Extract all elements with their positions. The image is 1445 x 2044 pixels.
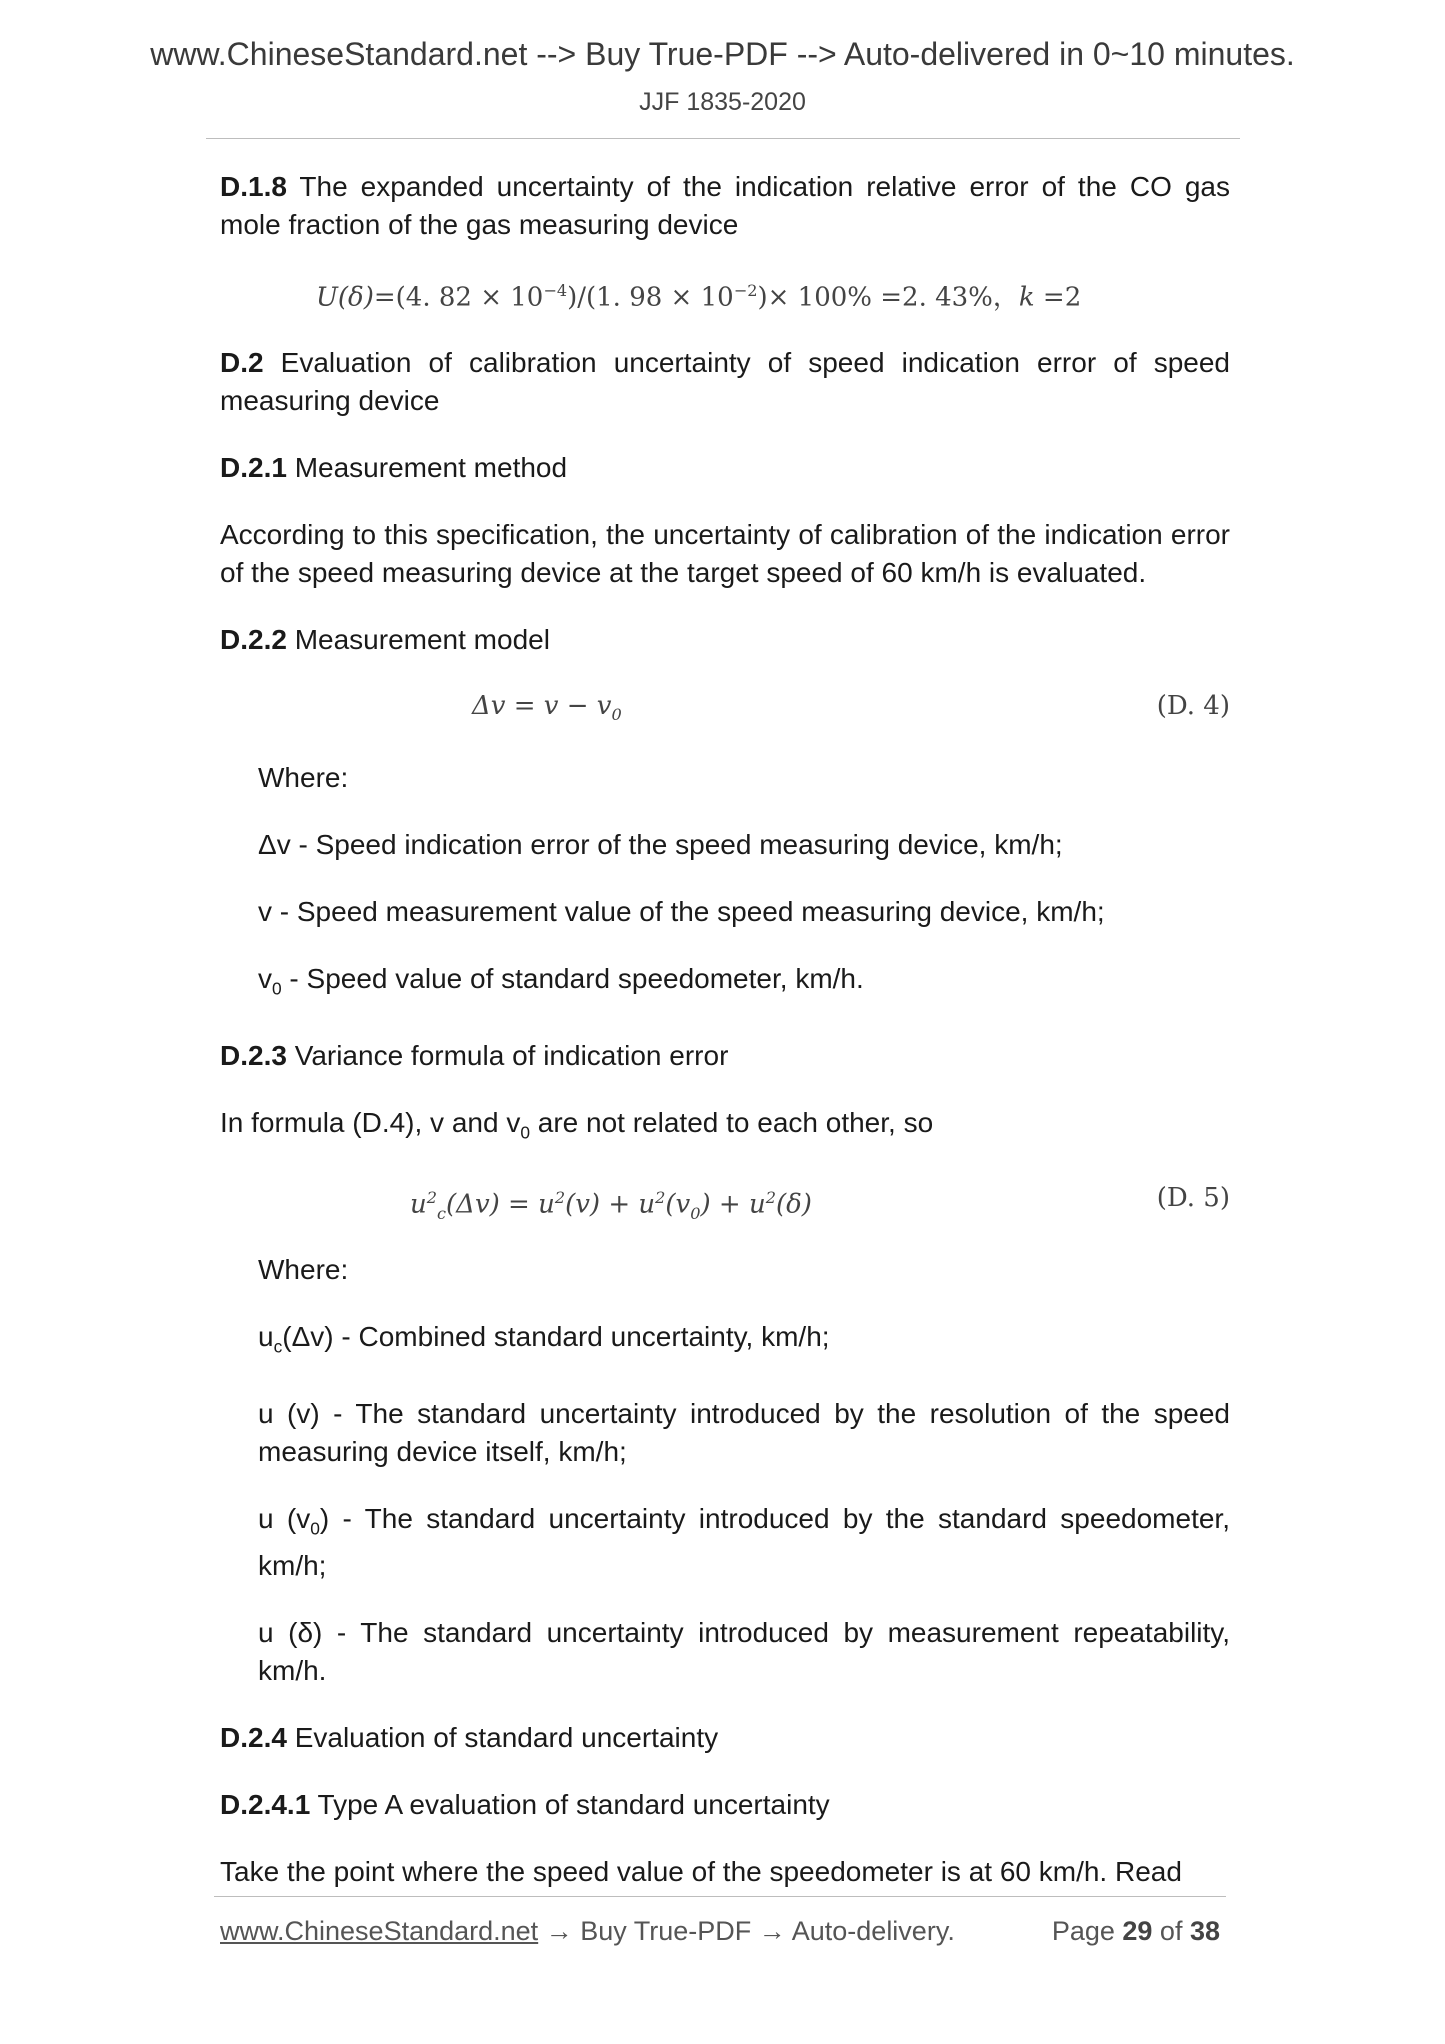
- section-d-2: [220, 344, 1230, 420]
- definition-u-delta: u (δ) - The standard uncertainty introduced by measurement repeatability, km/h.: [258, 1617, 1230, 1687]
- definition-uc: $u_c(\Delta v)$ - Combined standard uncertainty, km/h;: [258, 1321, 830, 1357]
- equation-number: (D. 4): [1156, 691, 1230, 721]
- section-d-1-8: [220, 168, 1230, 244]
- formula-expression: U(δ)=(4. $82 \times 10^{-4})/(1$. $98 \times 10^{-2})\times 100\% =2$. 43%，k =2: [316, 281, 1082, 313]
- where-label: Where:: [258, 762, 349, 793]
- section-d-2-4: [220, 1719, 1230, 1757]
- section-number: D.2.2: [220, 624, 287, 655]
- footer-site-link[interactable]: www.ChineseStandard.net: [220, 1916, 539, 1946]
- section-text: Type A evaluation of standard uncertainty: [310, 1789, 830, 1821]
- formula-expanded-uncertainty: [220, 264, 1230, 322]
- section-number: D.2.4.1: [220, 1789, 311, 1821]
- equation-number: (D. 5): [1156, 1183, 1230, 1214]
- formula-d4: [220, 679, 1230, 737]
- footer-tagline: → Buy True-PDF → Auto-delivery.: [538, 1916, 955, 1946]
- section-d-2-4-1: [220, 1786, 1230, 1824]
- section-d-2-2: [220, 621, 1230, 659]
- current-page: 29: [1122, 1916, 1153, 1946]
- footer-links: [220, 1916, 955, 1947]
- section-number: D.2.4: [220, 1722, 287, 1754]
- section-text: The expanded uncertainty of the indication relative error of the CO gas mole fraction of the gas measuring device: [220, 171, 1230, 240]
- paragraph-type-a: Take the point where the speed value of the speedometer is at 60 km/h. Read: [220, 1856, 1182, 1888]
- section-number: D.2.3: [220, 1039, 287, 1071]
- section-number: D.2.1: [220, 452, 287, 483]
- section-text: Measurement model: [286, 624, 550, 655]
- header-divider: [206, 138, 1240, 139]
- definition-uv: u (v) - The standard uncertainty introduced by the resolution of the speed measuring device itself, km/h;: [258, 1397, 1230, 1467]
- section-text: Measurement method: [286, 452, 568, 483]
- site-banner: www.ChineseStandard.net --> Buy True-PDF --> Auto-delivered in 0~10 minutes.: [150, 36, 1295, 72]
- section-text: Evaluation of calibration uncertainty of speed indication error of speed measuring device: [220, 347, 1230, 416]
- document-code: JJF 1835-2020: [639, 88, 806, 116]
- paragraph-method: According to this specification, the uncertainty of calibration of the indication error of the speed measuring device at the target speed of 60 km/h is evaluated.: [220, 519, 1230, 588]
- section-number: D.2: [220, 347, 264, 378]
- formula-expression: $u^2_c(\Delta v) = u^2(v) + u^2(v_0) + u^2(\delta)$: [410, 1188, 812, 1224]
- section-d-2-1: [220, 449, 1230, 487]
- paragraph-formula-relation: In formula (D.4), v and $v_0$ are not related to each other, so: [220, 1106, 934, 1143]
- definition-v0: $v_0$ - Speed value of standard speedometer, km/h.: [258, 963, 864, 999]
- formula-expression: $\Delta v = v - v_0$: [472, 691, 622, 725]
- footer-divider: [214, 1896, 1226, 1897]
- formula-d5: [220, 1171, 1230, 1229]
- definition-delta-v: Δv - Speed indication error of the speed measuring device, km/h;: [258, 829, 1063, 860]
- section-text: Evaluation of standard uncertainty: [286, 1722, 719, 1754]
- section-d-2-3: [220, 1037, 1230, 1075]
- definition-uv0: u $(v_0)$ - The standard uncertainty introduced by the standard speedometer, km/h;: [258, 1502, 1230, 1582]
- where-label: Where:: [258, 1254, 349, 1286]
- page-content: [220, 168, 1230, 1920]
- definition-v: v - Speed measurement value of the speed measuring device, km/h;: [258, 896, 1105, 927]
- total-pages: 38: [1189, 1916, 1220, 1946]
- section-number: D.1.8: [220, 171, 287, 202]
- page-indicator: Page 29 of 38: [1051, 1916, 1220, 1946]
- section-text: Variance formula of indication error: [286, 1039, 729, 1071]
